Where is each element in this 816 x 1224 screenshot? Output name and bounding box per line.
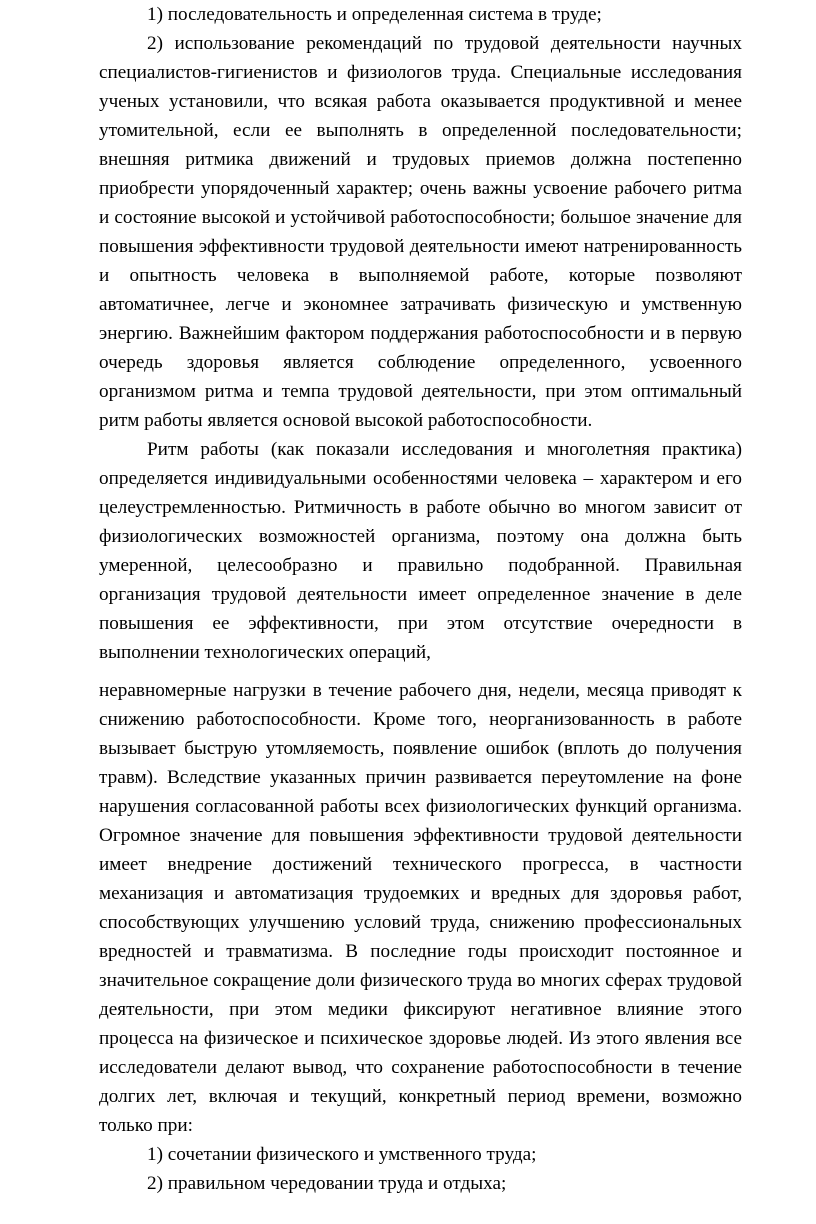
list-item: 1) сочетании физического и умственного труда; bbox=[147, 1144, 537, 1165]
paragraph-recommendations: 2) использование рекомендаций по трудовой деятельности научных специалистов-гигиенистов и физиологов труда. Специальные исследования ученых установили, что всякая работа оказывается продуктивной и менее утомительной, если ее выполнять в определенной последовательности; внешняя ритмика движений и трудовых приемов должна постепенно приобрести упорядоченный характер; очень важны усвоение рабочего ритма и состояние высокой и устойчивой работоспособности; большое значение для повышения эффективности трудовой деятельности имеют натренированность и опытность человека в выполняемой работе, которые позволяют автоматичнее, легче и экономнее затрачивать физическую и умственную энергию. Важнейшим фактором поддержания работоспособности и в первую очередь здоровья является соблюдение определенного, усвоенного организмом ритма и темпа трудовой деятельности, при этом оптимальный ритм работы является основой высокой работоспособности. bbox=[99, 33, 742, 431]
paragraph-continuation: неравномерные нагрузки в течение рабочего дня, недели, месяца приводят к снижению работоспособности. Кроме того, неорганизованность в работе вызывает быструю утомляемость, появление ошибок (вплоть до получения травм). Вследствие указанных причин развивается переутомление на фоне нарушения согласованной работы всех физиологических функций организма. Огромное значение для повышения эффективности трудовой деятельности имеет внедрение достижений технического прогресса, в частности механизация и автоматизация трудоемких и вредных для здоровья работ, способствующих улучшению условий труда, снижению профессиональных вредностей и травматизма. В последние годы происходит постоянное и значительное сокращение доли физического труда во многих сферах трудовой деятельности, при этом медики фиксируют негативное влияние этого процесса на физическое и психическое здоровье людей. Из этого явления все исследователи делают вывод, что сохранение работоспособности в течение долгих лет, включая и текущий, конкретный период времени, возможно только при: bbox=[99, 680, 742, 1136]
document-page bbox=[99, 0, 742, 1198]
list-item: 1) последовательность и определенная система в труде; bbox=[147, 4, 602, 25]
page-break-gap bbox=[99, 667, 742, 676]
paragraph-work-rhythm: Ритм работы (как показали исследования и многолетняя практика) определяется индивидуальными особенностями человека – характером и его целеустремленностью. Ритмичность в работе обычно во многом зависит от физиологических возможностей организма, поэтому она должна быть умеренной, целесообразно и правильно подобранной. Правильная организация трудовой деятельности имеет определенное значение в деле повышения ее эффективности, при этом отсутствие очередности в выполнении технологических операций, bbox=[99, 439, 742, 663]
list-item: 2) правильном чередовании труда и отдыха; bbox=[147, 1173, 507, 1194]
